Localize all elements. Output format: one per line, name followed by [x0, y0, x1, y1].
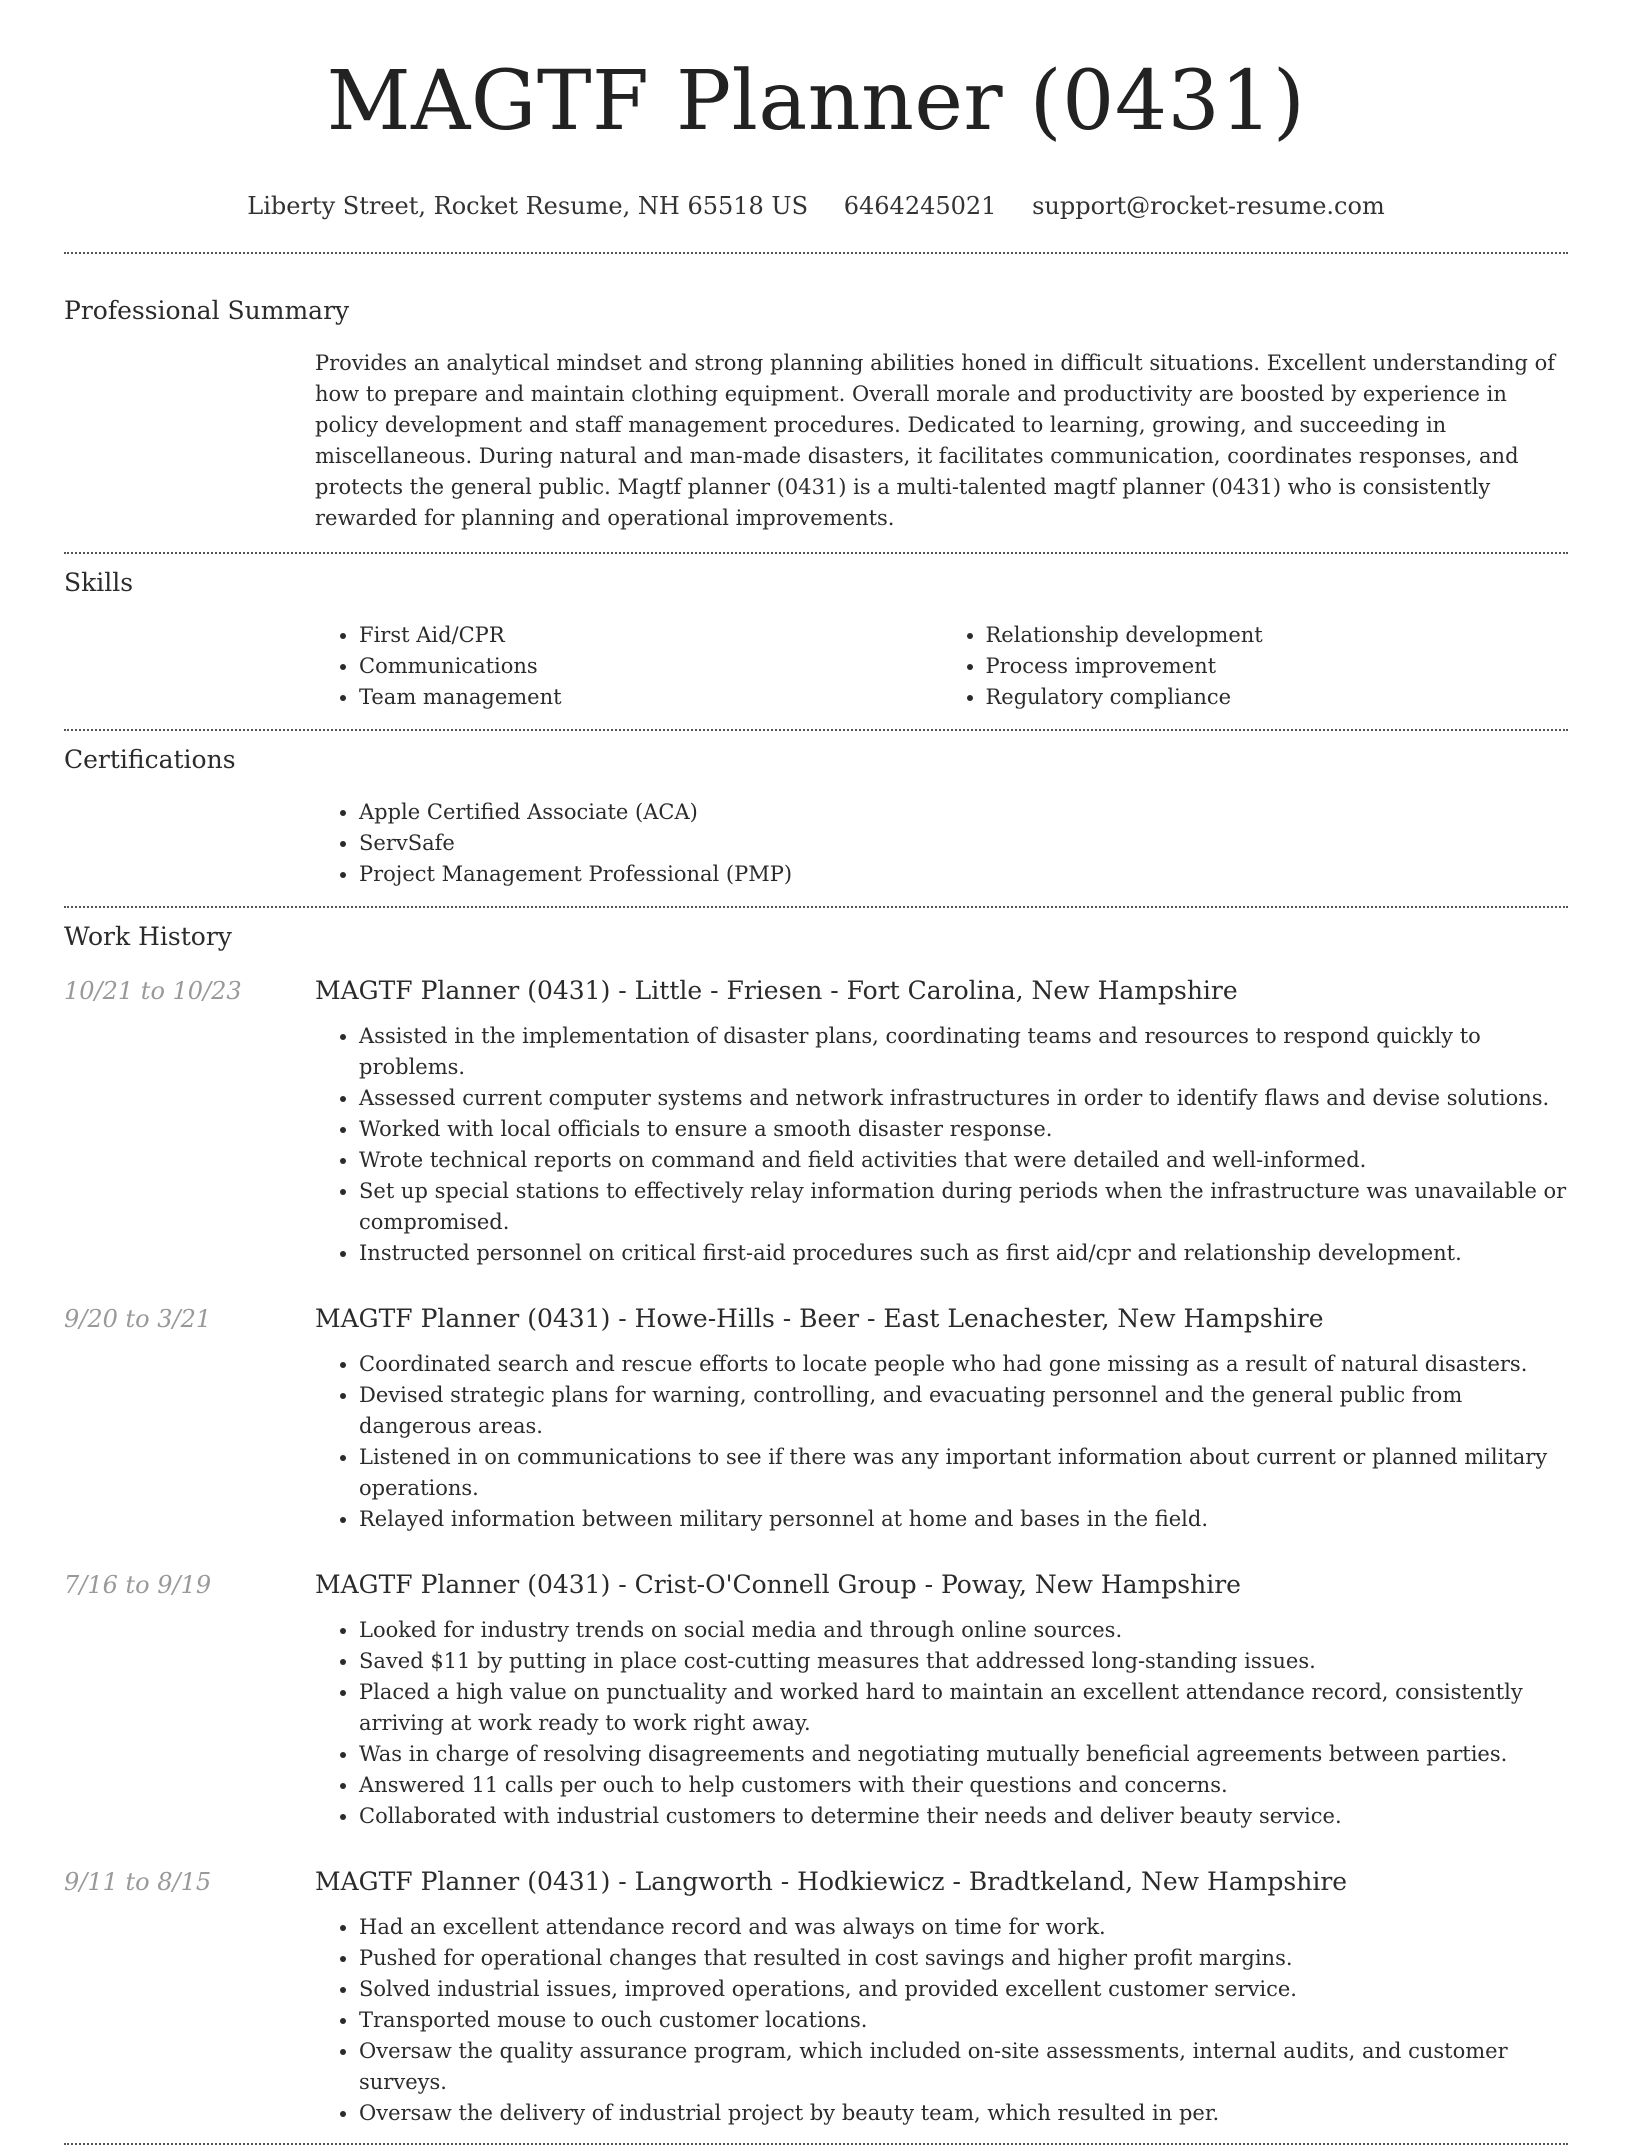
- job-bullet: • Instructed personnel on critical first-aid procedures such as first aid/cpr and relationship development.: [359, 1238, 1568, 1269]
- job-bullet: • Saved $11 by putting in place cost-cutting measures that addressed long-standing issues.: [359, 1646, 1568, 1677]
- job-entry: [64, 1865, 1568, 2129]
- summary-section: [64, 254, 1568, 534]
- contact-email: support@rocket-resume.com: [1032, 192, 1385, 220]
- skill-item: • Regulatory compliance: [986, 682, 1569, 713]
- job-entry: [64, 1302, 1568, 1535]
- certification-item: • Apple Certified Associate (ACA): [359, 797, 1568, 828]
- job-title: MAGTF Planner (0431) - Little - Friesen - Fort Carolina, New Hampshire: [315, 976, 1238, 1005]
- skills-section: [64, 554, 1568, 713]
- job-bullets: [315, 1615, 1568, 1832]
- contact-line: [64, 190, 1568, 222]
- work-history-section: [64, 908, 1568, 2129]
- skill-item: • Relationship development: [986, 620, 1569, 651]
- summary-heading: Professional Summary: [64, 296, 350, 325]
- job-bullet: • Worked with local officials to ensure a smooth disaster response.: [359, 1114, 1568, 1145]
- job-title: MAGTF Planner (0431) - Crist-O'Connell Group - Poway, New Hampshire: [315, 1570, 1241, 1599]
- skills-list-left: [315, 620, 942, 713]
- job-title: MAGTF Planner (0431) - Howe-Hills - Beer - East Lenachester, New Hampshire: [315, 1304, 1324, 1333]
- job-bullet: • Had an excellent attendance record and was always on time for work.: [359, 1912, 1568, 1943]
- job-bullets: [315, 1021, 1568, 1269]
- skill-item: • First Aid/CPR: [359, 620, 942, 651]
- skill-item: • Team management: [359, 682, 942, 713]
- contact-phone: 6464245021: [843, 192, 997, 220]
- job-bullets: [315, 1349, 1568, 1535]
- job-bullet: • Set up special stations to effectively relay information during periods when the infrastructure was unavailable or compromised.: [359, 1176, 1568, 1238]
- job-bullet: • Was in charge of resolving disagreements and negotiating mutually beneficial agreements between parties.: [359, 1739, 1568, 1770]
- resume-name: MAGTF Planner (0431): [326, 54, 1306, 149]
- job-dates: 9/20 to 3/21: [64, 1305, 212, 1333]
- certification-item: • ServSafe: [359, 828, 1568, 859]
- contact-address: Liberty Street, Rocket Resume, NH 65518 US: [247, 192, 809, 220]
- skills-heading: Skills: [64, 568, 134, 597]
- job-title: MAGTF Planner (0431) - Langworth - Hodkiewicz - Bradtkeland, New Hampshire: [315, 1867, 1348, 1896]
- job-entry: [64, 974, 1568, 1269]
- job-bullet: • Pushed for operational changes that resulted in cost savings and higher profit margins.: [359, 1943, 1568, 1974]
- job-bullet: • Answered 11 calls per ouch to help customers with their questions and concerns.: [359, 1770, 1568, 1801]
- certifications-section: [64, 731, 1568, 890]
- job-bullet: • Oversaw the quality assurance program, which included on-site assessments, internal audits, and customer surveys.: [359, 2036, 1568, 2098]
- job-bullet: • Wrote technical reports on command and field activities that were detailed and well-informed.: [359, 1145, 1568, 1176]
- certifications-heading: Certifications: [64, 745, 236, 774]
- skills-grid: [315, 620, 1568, 713]
- job-dates: 7/16 to 9/19: [64, 1571, 212, 1599]
- job-bullet: • Assisted in the implementation of disaster plans, coordinating teams and resources to respond quickly to problems.: [359, 1021, 1568, 1083]
- job-bullet: • Assessed current computer systems and network infrastructures in order to identify flaws and devise solutions.: [359, 1083, 1568, 1114]
- job-bullet: • Listened in on communications to see if there was any important information about current or planned military operations.: [359, 1442, 1568, 1504]
- skill-item: • Communications: [359, 651, 942, 682]
- certifications-body: [315, 797, 1568, 890]
- job-bullet: • Transported mouse to ouch customer locations.: [359, 2005, 1568, 2036]
- job-bullet: • Collaborated with industrial customers to determine their needs and deliver beauty service.: [359, 1801, 1568, 1832]
- job-bullet: • Placed a high value on punctuality and worked hard to maintain an excellent attendance record, consistently arriving at work ready to work right away.: [359, 1677, 1568, 1739]
- job-dates: 9/11 to 8/15: [64, 1868, 212, 1896]
- certifications-list: [315, 797, 1568, 890]
- job-bullet: • Devised strategic plans for warning, controlling, and evacuating personnel and the general public from dangerous areas.: [359, 1380, 1568, 1442]
- job-bullet: • Looked for industry trends on social media and through online sources.: [359, 1615, 1568, 1646]
- job-bullet: • Solved industrial issues, improved operations, and provided excellent customer service.: [359, 1974, 1568, 2005]
- job-bullet: • Relayed information between military personnel at home and bases in the field.: [359, 1504, 1568, 1535]
- work-history-heading: Work History: [64, 922, 232, 951]
- job-bullets: [315, 1912, 1568, 2129]
- job-dates: 10/21 to 10/23: [64, 977, 242, 1005]
- certification-item: • Project Management Professional (PMP): [359, 859, 1568, 890]
- skills-list-right: [942, 620, 1569, 713]
- job-bullet: • Oversaw the delivery of industrial project by beauty team, which resulted in per.: [359, 2098, 1568, 2129]
- job-bullet: • Coordinated search and rescue efforts to locate people who had gone missing as a result of natural disasters.: [359, 1349, 1568, 1380]
- job-entry: [64, 1568, 1568, 1832]
- skill-item: • Process improvement: [986, 651, 1569, 682]
- summary-body: [315, 348, 1568, 534]
- summary-text: Provides an analytical mindset and strong planning abilities honed in difficult situations. Excellent understanding of how to prepare and maintain clothing equipment. Overall morale and productivity are boosted by experience in policy development and staff management procedures. Dedicated to learning, growing, and succeeding in miscellaneous. During natural and man-made disasters, it facilitates communication, coordinates responses, and protects the general public. Magtf planner (0431) is a multi-talented magtf planner (0431) who is consistently rewarded for planning and operational improvements.: [315, 351, 1556, 530]
